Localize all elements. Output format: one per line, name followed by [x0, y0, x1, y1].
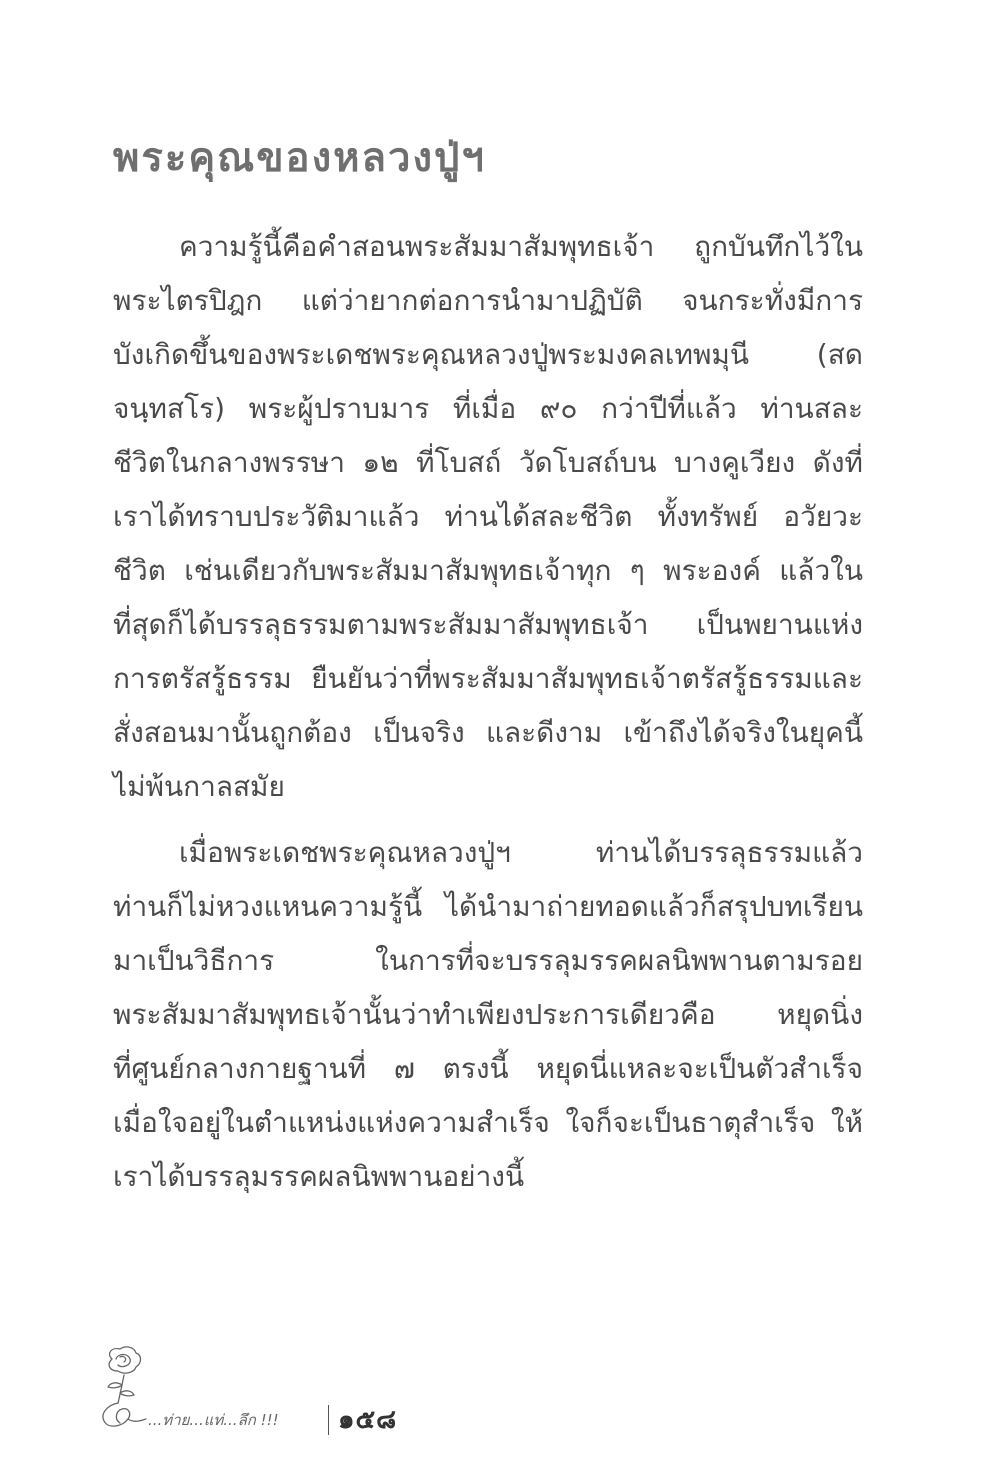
- paragraph-line: เราได้บรรลุมรรคผลนิพพานอย่างนี้: [113, 1160, 525, 1193]
- paragraph-line: ที่สุดก็ได้บรรลุธรรมตามพระสัมมาสัมพุทธเจ้า เป็นพยานแห่ง: [113, 608, 863, 641]
- paragraph-line: สั่งสอนมานั้นถูกต้อง เป็นจริง และดีงาม เข้าถึงได้จริงในยุคนี้: [113, 716, 863, 749]
- footer-divider: [328, 1405, 329, 1435]
- paragraph-line: ชีวิต เช่นเดียวกับพระสัมมาสัมพุทธเจ้าทุก ๆ พระองค์ แล้วใน: [113, 554, 863, 587]
- paragraph-line: การตรัสรู้ธรรม ยืนยันว่าที่พระสัมมาสัมพุทธเจ้าตรัสรู้ธรรมและ: [113, 662, 863, 695]
- paragraph-line: บังเกิดขึ้นของพระเดชพระคุณหลวงปู่พระมงคลเทพมุนี (สด: [113, 338, 863, 371]
- paragraph-line: เมื่อใจอยู่ในตำแหน่งแห่งความสำเร็จ ใจก็จะเป็นธาตุสำเร็จ ให้: [113, 1106, 863, 1139]
- paragraph-line: ชีวิตในกลางพรรษา ๑๒ ที่โบสถ์ วัดโบสถ์บน บางคูเวียง ดังที่: [113, 446, 863, 479]
- paragraph-1: [113, 220, 863, 814]
- paragraph-line: ที่ศูนย์กลางกายฐานที่ ๗ ตรงนี้ หยุดนี่แหละจะเป็นตัวสำเร็จ: [113, 1052, 863, 1085]
- paragraph-line: ความรู้นี้คือคำสอนพระสัมมาสัมพุทธเจ้า ถูกบันทึกไว้ใน: [179, 230, 863, 263]
- page-footer: [98, 1345, 418, 1445]
- paragraph-2: [113, 826, 863, 1204]
- footer-logo-text: ...ท่าย...แท่...ลึก !!!: [148, 1411, 279, 1429]
- paragraph-line: พระไตรปิฎก แต่ว่ายากต่อการนำมาปฏิบัติ จนกระทั่งมีการ: [113, 284, 863, 317]
- rose-logo-icon: [98, 1345, 338, 1440]
- paragraph-line: ไม่พ้นกาลสมัย: [113, 770, 285, 803]
- paragraph-line: เมื่อพระเดชพระคุณหลวงปู่ฯ ท่านได้บรรลุธรรมแล้ว: [179, 836, 863, 869]
- page-number: ๑๕๘: [338, 1405, 398, 1435]
- paragraph-line: จนฺทสโร) พระผู้ปราบมาร ที่เมื่อ ๙๐ กว่าปีที่แล้ว ท่านสละ: [113, 392, 863, 425]
- page-title: พระคุณของหลวงปู่ฯ: [113, 134, 486, 181]
- paragraph-line: มาเป็นวิธีการ ในการที่จะบรรลุมรรคผลนิพพานตามรอย: [113, 944, 863, 977]
- paragraph-line: เราได้ทราบประวัติมาแล้ว ท่านได้สละชีวิต ทั้งทรัพย์ อวัยวะ: [113, 500, 863, 533]
- paragraph-line: ท่านก็ไม่หวงแหนความรู้นี้ ได้นำมาถ่ายทอดแล้วก็สรุปบทเรียน: [113, 890, 863, 923]
- paragraph-line: พระสัมมาสัมพุทธเจ้านั้นว่าทำเพียงประการเดียวคือ หยุดนิ่ง: [113, 998, 863, 1031]
